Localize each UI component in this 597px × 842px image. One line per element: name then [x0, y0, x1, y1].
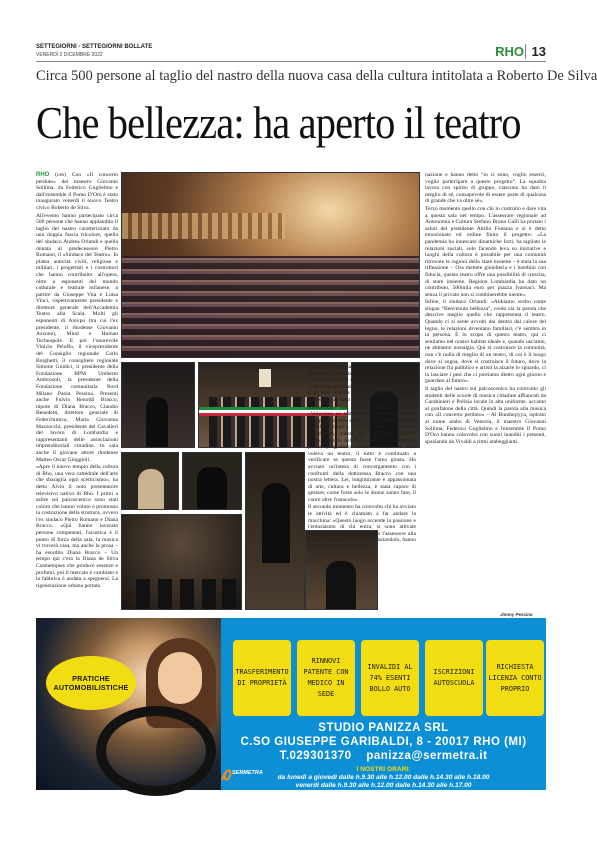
company-contact: T.029301370 panizza@sermetra.it: [279, 750, 488, 762]
article-paragraph: Il secondo momento ha coinvolto chi ha avviato le attività ed è chiamato a far andare la macchina: «Questo luogo accende la passione e l'entusiasmo di chi entra, si sono attivate energie straordinarie – ha detto l'assessore alla Cultura Valentina Giro Tanti, visitandolo, hanno avuto una sorta di illumi-: [308, 504, 416, 551]
article-paragraph: RHO (ces) Con «Il concerto perduto» del maestro Giovanni Sollima, da Federico Guglielmo e dall'ensemble il Pomo D'Oro è stato inaugurato venerdì il nuovo Teatro civico Roberto de Silva.: [36, 172, 118, 211]
article-column-1: [36, 172, 118, 612]
theatre-audience-photo: [121, 172, 420, 358]
article-paragraph: Il taglio del nastro sul palcoscenico ha coinvolto gli studenti delle scuole di musica cittadine affiancati da Carabinieri e Polizia locale in alta uniforme, accanto al gonfalone della città. Quindi la parola alla musica con «Il concerto perduto» – Al Bunduqiyya, ispirato al nome arabo di Venezia, il maestro Giovanni Sollima, Federico Guglielmo e l'ensemble Il Pomo D'Oro hanno coinvolto con suoni inauditi i presenti, spaziando da Vivaldi a ritmi arabeggianti.: [425, 386, 546, 445]
speaker-photo: [121, 362, 195, 448]
section-label: RHO: [495, 44, 524, 59]
concert-photo: [121, 514, 242, 610]
masthead: [36, 44, 546, 62]
hours-friday: venerdì dalle h.9.30 alle h.12.00 dalle h.14.30 alle h.17.00: [295, 782, 472, 789]
article-paragraph: Emozionato l'ex primo cittadino Romano. «Volevamo un teatro bello e flessibile, capace di ospitare diversi eventi, da lì è nata l'idea della scatola magica. Ora sono veramente emozionato, questa sala l'ho vista crescere. Tutto è partito nel 2011 quando scrivemmo il primo programma amministrativo: la città voleva un teatro, il tutto è continuato a verificare se questa fosse l'area giusta. Ho avviato un'intesa di convergamento con i confronti della dottoressa Bracco con una nostra lettera. Lei, lungimirante e appassionata di arte, cultura e bellezza, è stata capace di gestare, come forse solo le donne sanno fare, il cuore oltre l'ostacolo».: [308, 404, 416, 503]
article-column-3: [425, 172, 546, 612]
service-tile: RICHIESTA LICENZA CONTO PROPRIO: [486, 640, 544, 716]
service-tile: INVALIDI AL 74% ESENTI BOLLO AUTO: [361, 640, 419, 716]
article-column-2: [308, 364, 416, 551]
kicker: Circa 500 persone al taglio del nastro della nuova casa della cultura intitolata a Roberto De Silva: [36, 68, 597, 84]
speaker-photo: [245, 452, 305, 610]
service-badge: PRATICHE AUTOMOBILISTICHE: [46, 656, 136, 710]
article-paragraph: «Apre il nuovo tempio della cultura di Rho, una vera cattedrale dell'arte che sbaraglia ogni scetticismo», ha detto Alvin il noto presentatore televisivo nativo di Rho. I primi a salire sul palcoscenico sono stati coloro che hanno voluto e promosso la costruzione della struttura, ovvero l'ex sindaco Pietro Romano e Diana Bracco. «Qui hanno lavorato persone competenti, l'acustica è il punto di forza della sala, la musica vi troverà casa, ma anche la prosa – ha esordito Diana Bracco – Un tempo qui c'era la Diana de Silva Cosmetiques che produce essenze e profumi, poi il mercato è cambiato e la fabbrica è andata a spegnersi. La rigenerazione urbana portata: [36, 464, 118, 589]
article-paragraph: nazione e hanno detto “io ci sono, voglio esserci, voglio partecipare a questo progetto”. La squadra lavora con spirito di gruppo, ciascuno ha dato il meglio di sé, consapevole di essere parte di qualcosa di grande che va oltre sé».: [425, 172, 546, 205]
company-address: C.SO GIUSEPPE GARIBALDI, 8 - 20017 RHO (MI): [240, 736, 527, 748]
page-number: 13: [525, 44, 546, 59]
advertisement: [36, 618, 546, 790]
headline: Che bellezza: ha aperto il teatro: [36, 97, 521, 148]
service-tile: RINNOVI PATENTE CON MEDICO IN SEDE: [297, 640, 355, 716]
article-paragraph: avanti è interessante sotto tanti aspetti. La pergamena deposta nella prima pietra racconta il sogno di questa scatola magica, un luogo per le giovani generazioni, dove il loro entusiasmo e la loro energia trovino spazio. Credo che l'obiettivo sia stato centrato».: [308, 364, 416, 403]
dateline: RHO: [36, 172, 50, 178]
hours-title: I NOSTRI ORARI:: [356, 766, 411, 773]
hours-weekdays: da lunedì a giovedì dalle h.9.30 alle h.12.00 dalle h.14.30 alle h.18.00: [277, 774, 490, 781]
service-tile: ISCRIZIONI AUTOSCUOLA: [425, 640, 483, 716]
article-paragraph: All'evento hanno partecipato circa 500 persone che hanno applaudito il taglio del nastro caratterizzato da una doppia fascia tricolore, quella del sindaco Andrea Orlandi e quella donata al predecessore Pietro Romano, il «Sindaco del Teatro». In platea autorità civili, religiose e militari, i progettisti e i costruttori che hanno contribuito all'opera, oltre a esponenti del mondo culturale e teatrale milanese, a partire da Giuseppe Vita e Luisa Vinci, rispettivamente presidente e direttore generale dell'Accademia Teatro alla Scala. Molti gli esponenti di Arexpo (tra cui l'ex presidente, il rhodense Giovanni Azzone), Mind e Human Technopole. E poi l'onorevole Vinicio Peluffo, il vicepresidente del Consiglio regionale Carlo Borghetti, il consigliere regionale Simone Giudici, il presidente della Fondazione BPM Umberto Ambrosoli, la presidente della Fondazione comunitaria Nord Milano Paola Pessina. Presenti anche Fulvio Renoldi Bracco, nipote di Diana Bracco, Claudio Benedetti, direttore generale di Federchimica, Maria Giovanna Mazzocchi, presidente del Cavalieri del lavoro di Lombardia e rappresentanti delle associazioni imprenditoriali cittadine. In sala anche il giovane attore rhodense Matteo Oscar Giuggioli.: [36, 212, 118, 463]
article-paragraph: Terzo momento quello con chi lo costruito e dare vita a questa sala nel tempo. L'assessore regionale ad Autonomia e Cultura Stefano Bruno Galli ha portato i saluti del presidente Attilio Fontana e si è detto emozionato ed ordine finito il progetto: «La pandemia ha innescato dinamiche forti, ha tagliato le relazioni sociali, solo facendo leva su iniziative e luoghi della cultura è possibile per una comunità ritrovare le ragioni dello stare insieme – è stata la sua riflessione – Ora mettete gioielleria e i bambini con fiducia, questo teatro offre una possibilità di crescita, di stare insieme. Regione Lombardia ha dato un contributo, 500mila euro per piazza Ivansaci. Ma senza il privato non si combinerebbe niente».: [425, 205, 546, 298]
article-paragraph: Infine, il sindaco Orlandi: «Abbiamo scelto come slogan “Benvenuta bellezza”, credo sia la parola che descrive meglio quello che rappresenta il teatro. Quando ci si sente avvolti dai dentro dal calore del legno, le relazioni diventano familiari, c'è sembra in la persona. È lo scopo di questo teatro, qui ci sentiamo nel nostro habitat ideale e, quando usciamo, ne abbiamo nostalgia. Qui si costruisce la comunità, non c'è nulla di meglio di un teatro, di cui è il luogo dove si sogna, dove si costruisce il futuro, dove la relazione fra pubblico e artisti la alzarle lo sguardo, ci la lasciare i pesi che ci portiamo dietro ogni giorno e guardare al futuro».: [425, 299, 546, 385]
speaker-photo: [182, 452, 242, 510]
photo-credit: Jimmy Pessina: [500, 612, 533, 617]
service-tile: TRASFERIMENTO DI PROPRIETÀ: [233, 640, 291, 716]
issue-date: VENERDÌ 2 DICEMBRE 2022: [36, 52, 103, 58]
speaker-photo: [121, 452, 179, 510]
company-name: STUDIO PANIZZA SRL: [318, 722, 449, 734]
publication-name: SETTEGIORNI - SETTEGIORNI BOLLATE: [36, 44, 153, 50]
logo-text: SERMETRA: [232, 770, 263, 776]
